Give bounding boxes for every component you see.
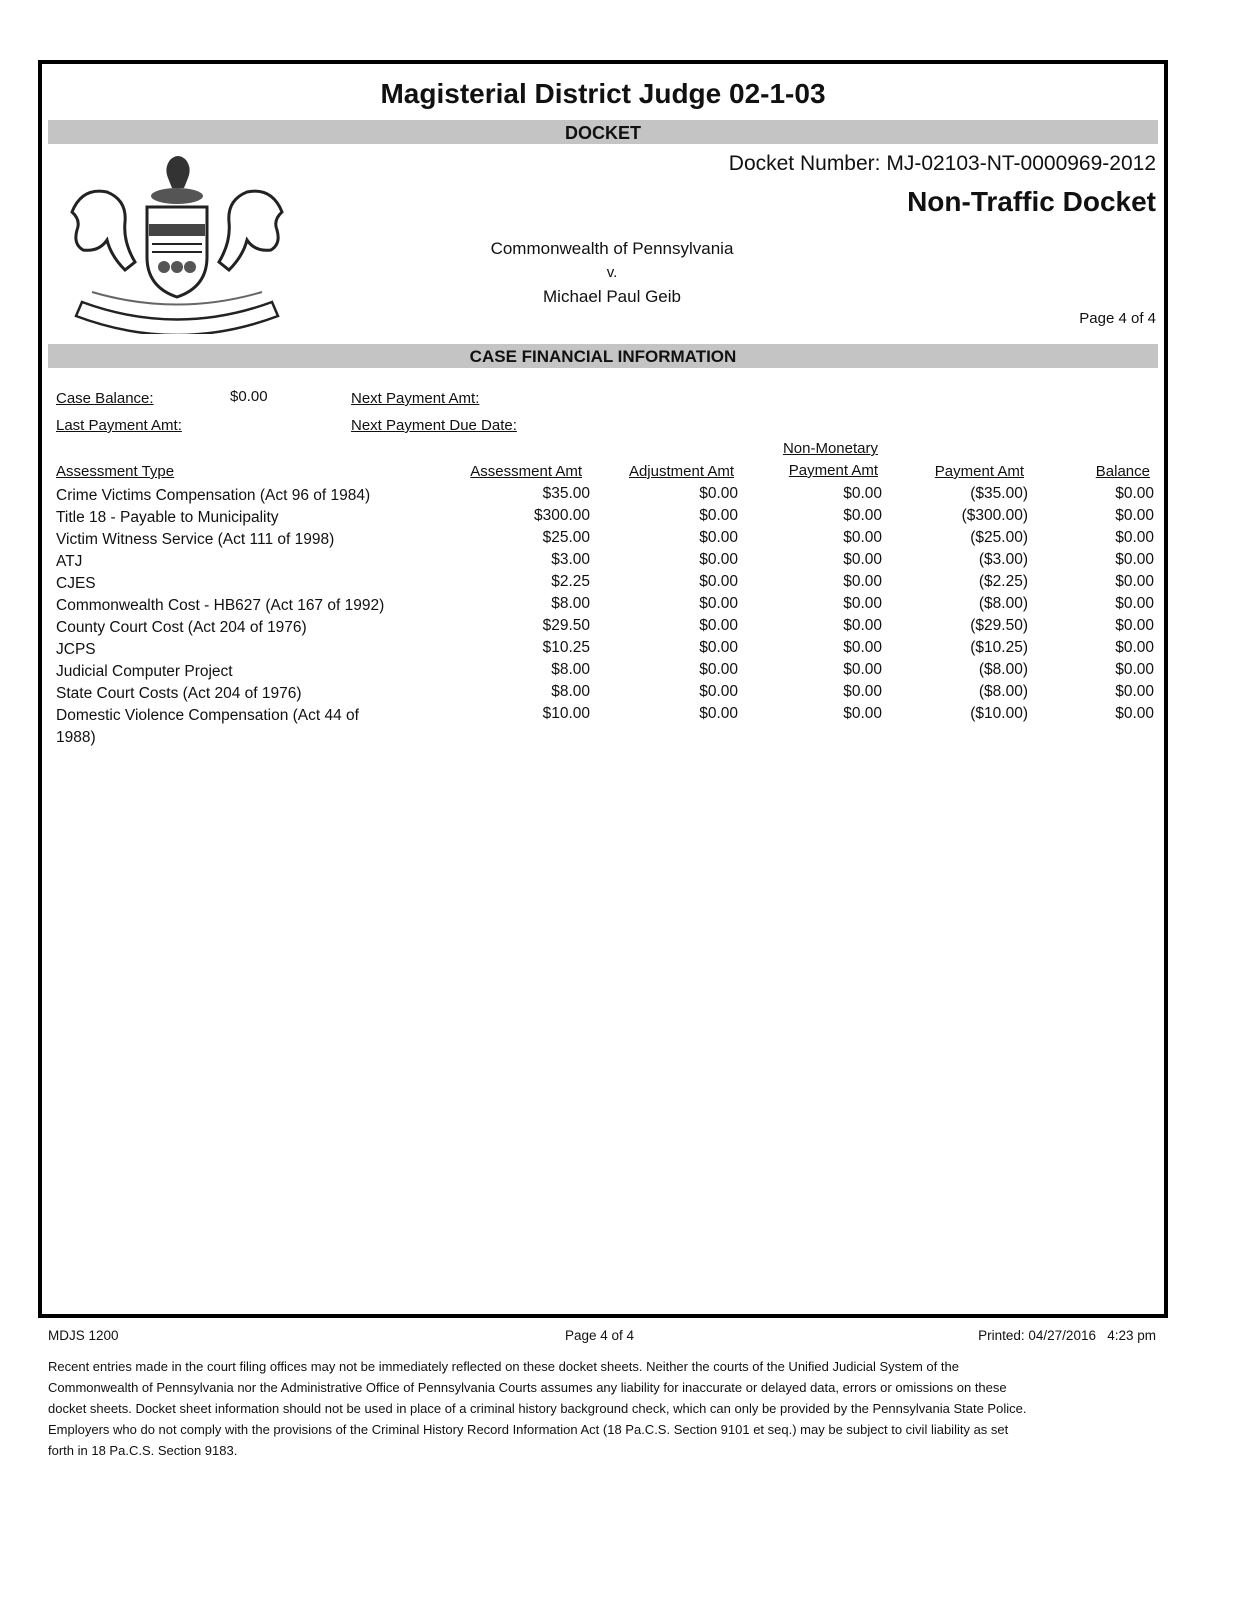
adjustment-cell: $0.00 — [699, 573, 738, 590]
adjustment-cell: $0.00 — [699, 639, 738, 656]
docket-frame — [38, 60, 1168, 1318]
table-row — [56, 705, 1160, 749]
docket-number: Docket Number: MJ-02103-NT-0000969-2012 — [728, 152, 1156, 175]
docket-band: DOCKET — [48, 120, 1158, 144]
col-assessment-amt: Assessment Amt — [470, 463, 582, 480]
balance-cell: $0.00 — [1115, 705, 1154, 722]
caption-plaintiff: Commonwealth of Pennsylvania — [490, 239, 734, 258]
payment-cell: ($25.00) — [970, 529, 1028, 546]
adjustment-cell: $0.00 — [699, 485, 738, 502]
table-row — [56, 507, 1160, 529]
balance-cell: $0.00 — [1115, 573, 1154, 590]
assessment-type-cell: Judicial Computer Project — [56, 663, 233, 680]
assessment-cell: $2.25 — [551, 573, 590, 590]
col-nonmonetary-line2: Payment Amt — [788, 462, 878, 479]
payment-cell: ($8.00) — [978, 661, 1028, 678]
caption-defendant: Michael Paul Geib — [543, 287, 681, 306]
form-number: MDJS 1200 — [48, 1328, 119, 1343]
balance-cell: $0.00 — [1115, 595, 1154, 612]
nonmonetary-cell: $0.00 — [843, 617, 882, 634]
assessment-cell: $10.25 — [542, 639, 590, 656]
nonmonetary-cell: $0.00 — [843, 639, 882, 656]
balance-cell: $0.00 — [1115, 529, 1154, 546]
assessment-type-cell: Title 18 - Payable to Municipality — [56, 509, 279, 526]
payment-cell: ($10.25) — [970, 639, 1028, 656]
table-row — [56, 661, 1160, 683]
last-payment-label: Last Payment Amt: — [56, 417, 182, 434]
payment-cell: ($2.25) — [978, 573, 1028, 590]
adjustment-cell: $0.00 — [699, 705, 738, 722]
nonmonetary-cell: $0.00 — [843, 705, 882, 722]
payment-cell: ($29.50) — [970, 617, 1028, 634]
financial-band: CASE FINANCIAL INFORMATION — [48, 344, 1158, 368]
assessment-type-cell: Victim Witness Service (Act 111 of 1998) — [56, 531, 335, 548]
nonmonetary-cell: $0.00 — [843, 683, 882, 700]
caption-versus: v. — [606, 264, 618, 281]
payment-cell: ($10.00) — [970, 705, 1028, 722]
balance-cell: $0.00 — [1115, 485, 1154, 502]
balance-cell: $0.00 — [1115, 639, 1154, 656]
nonmonetary-cell: $0.00 — [843, 661, 882, 678]
disclaimer: Recent entries made in the court filing offices may not be immediately reflected on these docket sheets. Neither the courts of the Unified Judicial System of the Commonwealth of Pennsylvania nor the Administrative Office of Pennsylvania Courts assumes any liability for inaccurate or delayed data, errors or omissions on these docket sheets. Docket sheet information should not be used in place of a criminal history background check, which can only be provided by the Pennsylvania State Police. Employers who do not comply with the provisions of the Criminal History Record Information Act (18 Pa.C.S. Section 9101 et seq.) may be subject to civil liability as set forth in 18 Pa.C.S. Section 9183. — [48, 1359, 1027, 1458]
adjustment-cell: $0.00 — [699, 595, 738, 612]
footer-page: Page 4 of 4 — [565, 1328, 635, 1343]
balance-cell: $0.00 — [1115, 661, 1154, 678]
assessment-cell: $8.00 — [551, 683, 590, 700]
assessment-cell: $29.50 — [542, 617, 590, 634]
table-row — [56, 595, 1160, 617]
adjustment-cell: $0.00 — [699, 529, 738, 546]
assessment-type-cell: JCPS — [56, 641, 96, 658]
balance-cell: $0.00 — [1115, 617, 1154, 634]
nonmonetary-cell: $0.00 — [843, 551, 882, 568]
table-row — [56, 683, 1160, 705]
printed-date: Printed: 04/27/2016 4:23 pm — [978, 1328, 1156, 1343]
col-assessment-type: Assessment Type — [56, 463, 175, 480]
pennsylvania-coat-of-arms-icon — [52, 152, 302, 334]
adjustment-cell: $0.00 — [699, 551, 738, 568]
next-due-label: Next Payment Due Date: — [351, 417, 517, 434]
case-balance-label: Case Balance: — [56, 390, 154, 407]
assessment-cell: $10.00 — [542, 705, 590, 722]
payment-cell: ($35.00) — [970, 485, 1028, 502]
next-payment-label: Next Payment Amt: — [351, 390, 480, 407]
table-row — [56, 573, 1160, 595]
table-row — [56, 639, 1160, 661]
table-row — [56, 529, 1160, 551]
table-row — [56, 485, 1160, 507]
payment-cell: ($3.00) — [978, 551, 1028, 568]
assessment-cell: $25.00 — [542, 529, 590, 546]
balance-cell: $0.00 — [1115, 551, 1154, 568]
assessment-cell: $300.00 — [533, 507, 590, 524]
adjustment-cell: $0.00 — [699, 617, 738, 634]
nonmonetary-cell: $0.00 — [843, 595, 882, 612]
assessment-cell: $8.00 — [551, 661, 590, 678]
payment-cell: ($8.00) — [978, 683, 1028, 700]
assessment-rows — [56, 485, 1160, 749]
assessment-type-cell: Crime Victims Compensation (Act 96 of 1984) — [56, 487, 371, 504]
adjustment-cell: $0.00 — [699, 507, 738, 524]
case-balance-value: $0.00 — [230, 388, 268, 405]
page-indicator: Page 4 of 4 — [1079, 310, 1156, 327]
col-payment-amt: Payment Amt — [934, 463, 1024, 480]
nonmonetary-cell: $0.00 — [843, 573, 882, 590]
court-title: Magisterial District Judge 02-1-03 — [380, 78, 826, 109]
nonmonetary-cell: $0.00 — [843, 507, 882, 524]
table-row — [56, 551, 1160, 573]
assessment-type-cell: ATJ — [56, 553, 83, 570]
nonmonetary-cell: $0.00 — [843, 485, 882, 502]
payment-cell: ($300.00) — [961, 507, 1028, 524]
adjustment-cell: $0.00 — [699, 661, 738, 678]
table-row — [56, 617, 1160, 639]
balance-cell: $0.00 — [1115, 507, 1154, 524]
adjustment-cell: $0.00 — [699, 683, 738, 700]
assessment-cell: $8.00 — [551, 595, 590, 612]
assessment-type-cell: CJES — [56, 575, 96, 592]
col-adjustment-amt: Adjustment Amt — [628, 463, 734, 480]
nonmonetary-cell: $0.00 — [843, 529, 882, 546]
col-balance: Balance — [1095, 463, 1150, 480]
docket-type: Non-Traffic Docket — [907, 186, 1156, 217]
balance-cell: $0.00 — [1115, 683, 1154, 700]
assessment-type-cell: Commonwealth Cost - HB627 (Act 167 of 1992) — [56, 597, 385, 614]
assessment-type-cell: Domestic Violence Compensation (Act 44 of 1988) — [56, 707, 359, 746]
assessment-type-cell: County Court Cost (Act 204 of 1976) — [56, 619, 307, 636]
col-nonmonetary-line1: Non-Monetary — [782, 440, 878, 457]
payment-cell: ($8.00) — [978, 595, 1028, 612]
assessment-cell: $35.00 — [542, 485, 590, 502]
assessment-type-cell: State Court Costs (Act 204 of 1976) — [56, 685, 302, 702]
assessment-cell: $3.00 — [551, 551, 590, 568]
